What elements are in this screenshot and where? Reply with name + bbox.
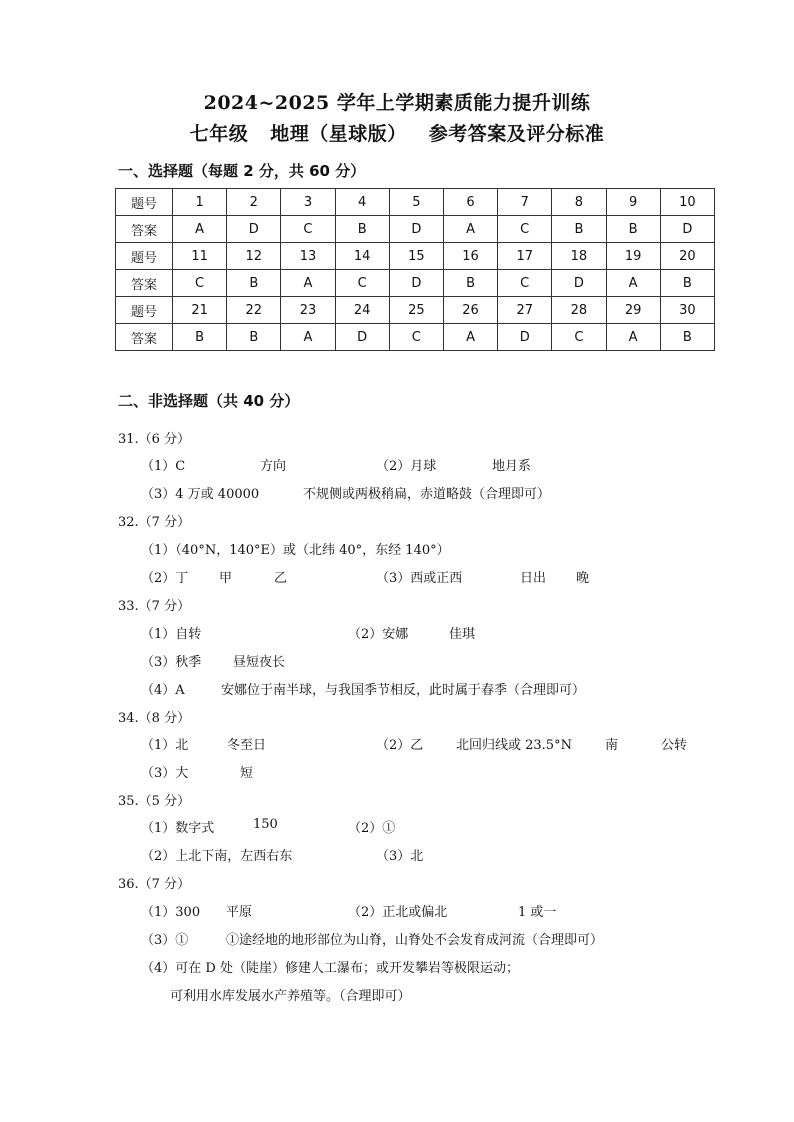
q31-answer: 方向: [260, 459, 287, 474]
q31-answer: （2）月球: [376, 459, 437, 474]
table-cell: 14: [335, 243, 389, 270]
table-cell: 5: [389, 189, 443, 216]
q33-answer: （2）安娜: [348, 627, 409, 642]
table-cell: A: [173, 216, 227, 243]
table-cell: 11: [173, 243, 227, 270]
table-cell: A: [443, 324, 497, 351]
table-row: [116, 216, 715, 243]
q36-answer: 可利用水库发展水产养殖等。（合理即可）: [170, 989, 411, 1004]
table-cell: B: [227, 270, 281, 297]
q32-answer: （2）丁: [141, 571, 189, 586]
q35-answer: （2）上北下南，左西右东: [141, 849, 293, 864]
table-cell: D: [498, 324, 552, 351]
row-label: 答案: [116, 324, 173, 351]
table-cell: B: [552, 216, 606, 243]
q35-answer: （1）数字式: [141, 821, 215, 836]
table-cell: C: [389, 324, 443, 351]
q33-answer: （3）秋季: [141, 655, 202, 670]
table-cell: D: [552, 270, 606, 297]
q32-answer: 甲: [219, 571, 233, 586]
q31-title: 31.（6 分）: [118, 432, 191, 447]
q36-answer: （1）300: [141, 905, 201, 920]
table-cell: 1: [173, 189, 227, 216]
table-cell: 23: [281, 297, 335, 324]
q36-answer: 平原: [226, 905, 253, 920]
table-cell: 16: [443, 243, 497, 270]
table-cell: D: [335, 324, 389, 351]
table-cell: 8: [552, 189, 606, 216]
q32-answer: 乙: [274, 571, 288, 586]
row-label: 题号: [116, 189, 173, 216]
q35-title: 35.（5 分）: [118, 794, 191, 809]
q34-answer: 北回归线或 23.5°N: [456, 738, 572, 753]
table-cell: 10: [660, 189, 714, 216]
q33-answer: 佳琪: [449, 627, 476, 642]
table-cell: 19: [606, 243, 660, 270]
row-label: 题号: [116, 297, 173, 324]
q34-answer: 短: [240, 766, 254, 781]
table-cell: 22: [227, 297, 281, 324]
table-cell: C: [281, 216, 335, 243]
table-cell: A: [281, 324, 335, 351]
table-cell: 18: [552, 243, 606, 270]
table-cell: D: [389, 216, 443, 243]
table-cell: 12: [227, 243, 281, 270]
row-label: 答案: [116, 270, 173, 297]
q31-answer: （3）4 万或 40000: [141, 487, 260, 502]
q36-answer: 1 或一: [518, 905, 557, 920]
table-cell: 9: [606, 189, 660, 216]
table-cell: 28: [552, 297, 606, 324]
table-cell: B: [227, 324, 281, 351]
table-cell: 20: [660, 243, 714, 270]
table-cell: 30: [660, 297, 714, 324]
title-subject: 地理（星球版）: [270, 123, 407, 145]
title-grade: 七年级: [189, 123, 249, 145]
table-cell: B: [173, 324, 227, 351]
q31-answer: 地月系: [492, 459, 532, 474]
q34-answer: （1）北: [141, 738, 189, 753]
q32-answer: （3）西或正西: [376, 571, 463, 586]
table-cell: D: [227, 216, 281, 243]
q36-title: 36.（7 分）: [118, 877, 191, 892]
table-cell: A: [281, 270, 335, 297]
q36-answer: ①途经地的地形部位为山脊，山脊处不会发育成河流（合理即可）: [226, 933, 604, 948]
section-1-heading: 一、选择题（每题 2 分，共 60 分）: [118, 162, 366, 180]
q32-answer: （1）（40°N，140°E）或（北纬 40°，东经 140°）: [141, 543, 450, 558]
q35-answer: 150: [253, 817, 278, 832]
table-cell: 29: [606, 297, 660, 324]
q33-answer: （1）自转: [141, 627, 202, 642]
section-2-heading: 二、非选择题（共 40 分）: [118, 392, 300, 410]
table-cell: 6: [443, 189, 497, 216]
table-cell: 15: [389, 243, 443, 270]
table-cell: A: [606, 324, 660, 351]
table-cell: B: [335, 216, 389, 243]
title-line-2: [0, 119, 794, 146]
table-cell: D: [660, 216, 714, 243]
q34-title: 34.（8 分）: [118, 711, 191, 726]
q34-answer: 冬至日: [227, 738, 267, 753]
title-line-1: 2024~2025 学年上学期素质能力提升训练: [203, 92, 591, 114]
table-cell: 7: [498, 189, 552, 216]
table-cell: C: [552, 324, 606, 351]
row-label: 题号: [116, 243, 173, 270]
table-cell: 21: [173, 297, 227, 324]
q33-answer: 昼短夜长: [233, 655, 286, 670]
row-label: 答案: [116, 216, 173, 243]
table-cell: 24: [335, 297, 389, 324]
table-row: [116, 243, 715, 270]
q35-answer: （2）①: [348, 821, 396, 836]
table-row: [116, 270, 715, 297]
q36-answer: （2）正北或偏北: [348, 905, 448, 920]
title-answer: 参考答案及评分标准: [428, 123, 605, 145]
table-row: [116, 324, 715, 351]
table-cell: 13: [281, 243, 335, 270]
table-cell: B: [660, 270, 714, 297]
table-cell: A: [443, 216, 497, 243]
q32-answer: 日出: [520, 571, 547, 586]
q33-answer: （4）A: [141, 683, 185, 698]
table-row: [116, 297, 715, 324]
q34-answer: （2）乙: [376, 738, 424, 753]
q33-answer: 安娜位于南半球，与我国季节相反，此时属于春季（合理即可）: [221, 683, 586, 698]
table-cell: 4: [335, 189, 389, 216]
table-cell: 3: [281, 189, 335, 216]
table-cell: 2: [227, 189, 281, 216]
table-cell: B: [660, 324, 714, 351]
table-cell: C: [173, 270, 227, 297]
q35-answer: （3）北: [376, 849, 424, 864]
q32-title: 32.（7 分）: [118, 515, 191, 530]
table-cell: 17: [498, 243, 552, 270]
table-cell: D: [389, 270, 443, 297]
q31-answer: （1）C: [141, 459, 186, 474]
table-cell: A: [606, 270, 660, 297]
table-cell: C: [335, 270, 389, 297]
table-cell: B: [443, 270, 497, 297]
q31-answer: 不规侧或两极稍扁，赤道略鼓（合理即可）: [303, 487, 551, 502]
q34-answer: 公转: [661, 738, 688, 753]
table-cell: B: [606, 216, 660, 243]
q32-answer: 晚: [576, 571, 590, 586]
table-cell: 27: [498, 297, 552, 324]
table-cell: C: [498, 270, 552, 297]
q36-answer: （3）①: [141, 933, 189, 948]
table-cell: C: [498, 216, 552, 243]
q33-title: 33.（7 分）: [118, 599, 191, 614]
q34-answer: （3）大: [141, 766, 189, 781]
answer-table: [115, 188, 715, 351]
table-row: [116, 189, 715, 216]
q36-answer: （4）可在 D 处（陡崖）修建人工瀑布；或开发攀岩等极限运动；: [141, 961, 519, 976]
table-cell: 26: [443, 297, 497, 324]
q34-answer: 南: [605, 738, 619, 753]
table-cell: 25: [389, 297, 443, 324]
